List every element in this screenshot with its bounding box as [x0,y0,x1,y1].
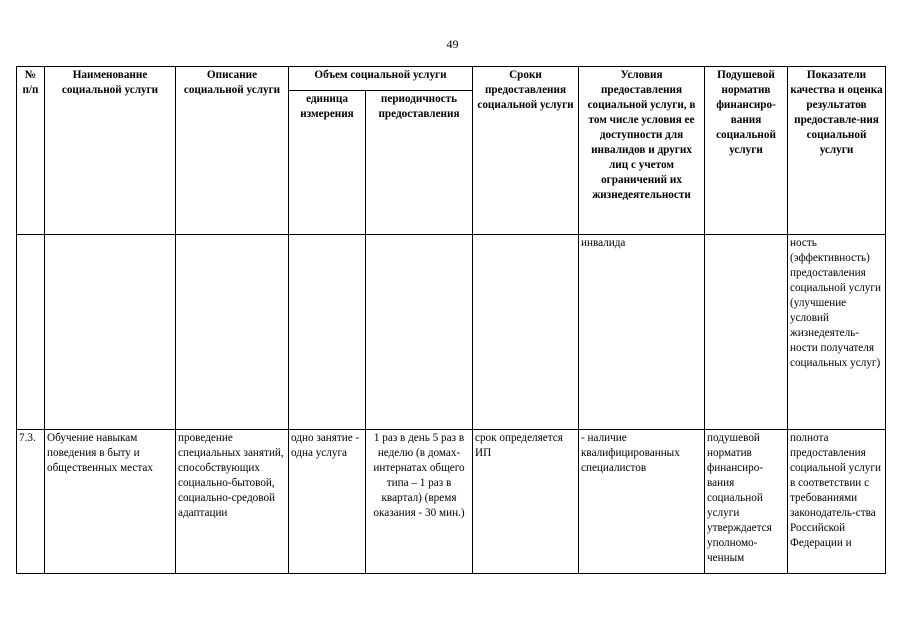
cell-empty [45,235,176,430]
header-volume: Объем социальной услуги [289,67,473,91]
header-norm: Подушевой норматив финансиро-вания социальной услуги [705,67,788,235]
cell-num: 7.3. [17,430,45,574]
cell-norm: подушевой норматив финансиро-вания социальной услуги утверждается уполномо-ченным [705,430,788,574]
cell-description: проведение специальных занятий, способствующих социально-бытовой, социально-средовой адаптации [176,430,289,574]
cell-indicators-cont: ность (эффективность) предоставления социальной услуги (улучшение условий жизнедеятель-ности получателя социальных услуг) [788,235,886,430]
cell-empty [366,235,473,430]
header-terms: Сроки предоставления социальной услуги [473,67,579,235]
header-conditions: Условия предоставления социальной услуги, в том числе условия ее доступности для инвалидов и других лиц с учетом ограничений их жизнедеятельности [579,67,705,235]
header-indicators: Показатели качества и оценка результатов предоставле-ния социальной услуги [788,67,886,235]
cell-empty [176,235,289,430]
cell-empty [289,235,366,430]
table-row-continuation [17,235,886,430]
cell-unit: одно занятие - одна услуга [289,430,366,574]
header-description: Описание социальной услуги [176,67,289,235]
cell-empty [705,235,788,430]
cell-terms: срок определяется ИП [473,430,579,574]
cell-empty [473,235,579,430]
table-row [17,430,886,574]
social-services-table [16,66,886,574]
header-unit: единица измерения [289,91,366,235]
header-frequency: периодичность предоставления [366,91,473,235]
cell-empty [17,235,45,430]
cell-indicators: полнота предоставления социальной услуги в соответствии с требованиями законодатель-ства Российской Федерации и [788,430,886,574]
cell-name: Обучение навыкам поведения в быту и общественных местах [45,430,176,574]
header-name: Наименование социальной услуги [45,67,176,235]
page-number: 49 [446,37,459,51]
cell-frequency: 1 раз в день 5 раз в неделю (в домах-интернатах общего типа – 1 раз в квартал) (время оказания - 30 мин.) [366,430,473,574]
cell-conditions: - наличие квалифицированных специалистов [579,430,705,574]
header-row-1 [17,67,886,91]
header-num: № п/п [17,67,45,235]
cell-conditions-cont: инвалида [579,235,705,430]
